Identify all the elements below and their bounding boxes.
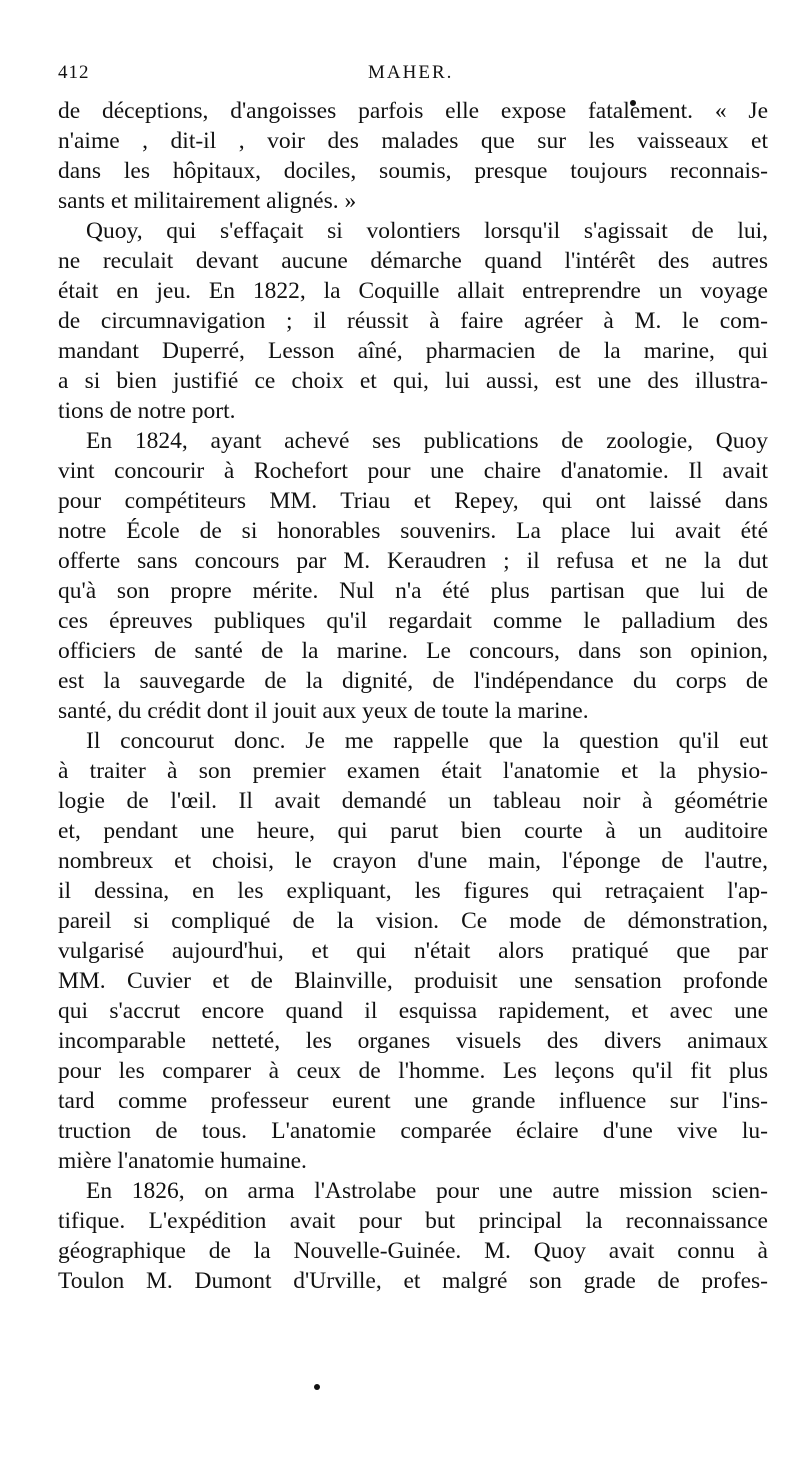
- text-line: sants et militairement alignés. »: [58, 188, 357, 214]
- text-line: MM. Cuvier et de Blainville, produisit une sensation profonde: [58, 968, 768, 994]
- text-line: qu'à son propre mérite. Nul n'a été plus partisan que lui de: [58, 578, 768, 604]
- text-line: n'aime , dit-il , voir des malades que sur les vaisseaux et: [58, 128, 768, 154]
- text-line: pour les comparer à ceux de l'homme. Les leçons qu'il fit plus: [58, 1058, 768, 1084]
- text-line: En 1826, on arma l'Astrolabe pour une autre mission scien-: [86, 1178, 768, 1204]
- text-line: tard comme professeur eurent une grande influence sur l'ins-: [58, 1088, 768, 1114]
- text-line: En 1824, ayant achevé ses publications de zoologie, Quoy: [86, 428, 768, 454]
- text-line: officiers de santé de la marine. Le concours, dans son opinion,: [58, 638, 768, 664]
- text-line: géographique de la Nouvelle-Guinée. M. Quoy avait connu à: [58, 1238, 768, 1264]
- text-line: de déceptions, d'angoisses parfois elle expose fatalement. « Je: [58, 98, 768, 124]
- text-line: vulgarisé aujourd'hui, et qui n'était alors pratiqué que par: [58, 938, 768, 964]
- text-line: Quoy, qui s'effaçait si volontiers lorsqu'il s'agissait de lui,: [86, 218, 768, 244]
- text-line: vint concourir à Rochefort pour une chaire d'anatomie. Il avait: [58, 458, 768, 484]
- text-line: tions de notre port.: [58, 398, 236, 424]
- text-line: dans les hôpitaux, dociles, soumis, presque toujours reconnais-: [58, 158, 768, 184]
- text-line: offerte sans concours par M. Keraudren ; il refusa et ne la dut: [58, 548, 768, 574]
- text-line: il dessina, en les expliquant, les figures qui retraçaient l'ap-: [58, 878, 768, 904]
- text-line: incomparable netteté, les organes visuels des divers animaux: [58, 1028, 768, 1054]
- text-line: truction de tous. L'anatomie comparée éclaire d'une vive lu-: [58, 1118, 768, 1144]
- text-line: qui s'accrut encore quand il esquissa rapidement, et avec une: [58, 998, 768, 1024]
- text-line: à traiter à son premier examen était l'anatomie et la physio-: [58, 758, 768, 784]
- text-line: et, pendant une heure, qui parut bien courte à un auditoire: [58, 818, 768, 844]
- ink-speck: [314, 1384, 320, 1390]
- text-line: santé, du crédit dont il jouit aux yeux de toute la marine.: [58, 698, 589, 724]
- text-line: ces épreuves publiques qu'il regardait comme le palladium des: [58, 608, 768, 634]
- running-title: MAHER.: [368, 62, 454, 83]
- text-line: est la sauvegarde de la dignité, de l'indépendance du corps de: [58, 668, 768, 694]
- text-line: pareil si compliqué de la vision. Ce mode de démonstration,: [58, 908, 768, 934]
- text-line: était en jeu. En 1822, la Coquille allait entreprendre un voyage: [58, 278, 768, 304]
- text-line: mière l'anatomie humaine.: [58, 1148, 307, 1174]
- text-line: pour compétiteurs MM. Triau et Repey, qui ont laissé dans: [58, 488, 768, 514]
- text-line: Il concourut donc. Je me rappelle que la question qu'il eut: [86, 728, 768, 754]
- text-line: de circumnavigation ; il réussit à faire agréer à M. le com-: [58, 308, 768, 334]
- text-line: ne reculait devant aucune démarche quand l'intérêt des autres: [58, 248, 768, 274]
- text-line: tifique. L'expédition avait pour but principal la reconnaissance: [58, 1208, 768, 1234]
- text-line: Toulon M. Dumont d'Urville, et malgré son grade de profes-: [58, 1268, 768, 1294]
- text-line: logie de l'œil. Il avait demandé un tableau noir à géométrie: [58, 788, 768, 814]
- running-head: [58, 62, 770, 92]
- text-line: nombreux et choisi, le crayon d'une main, l'éponge de l'autre,: [58, 848, 768, 874]
- text-line: a si bien justifié ce choix et qui, lui aussi, est une des illustra-: [58, 368, 768, 394]
- body-text: [58, 96, 768, 1296]
- page-number: 412: [58, 62, 90, 83]
- text-line: mandant Duperré, Lesson aîné, pharmacien de la marine, qui: [58, 338, 768, 364]
- text-line: notre École de si honorables souvenirs. La place lui avait été: [58, 518, 768, 544]
